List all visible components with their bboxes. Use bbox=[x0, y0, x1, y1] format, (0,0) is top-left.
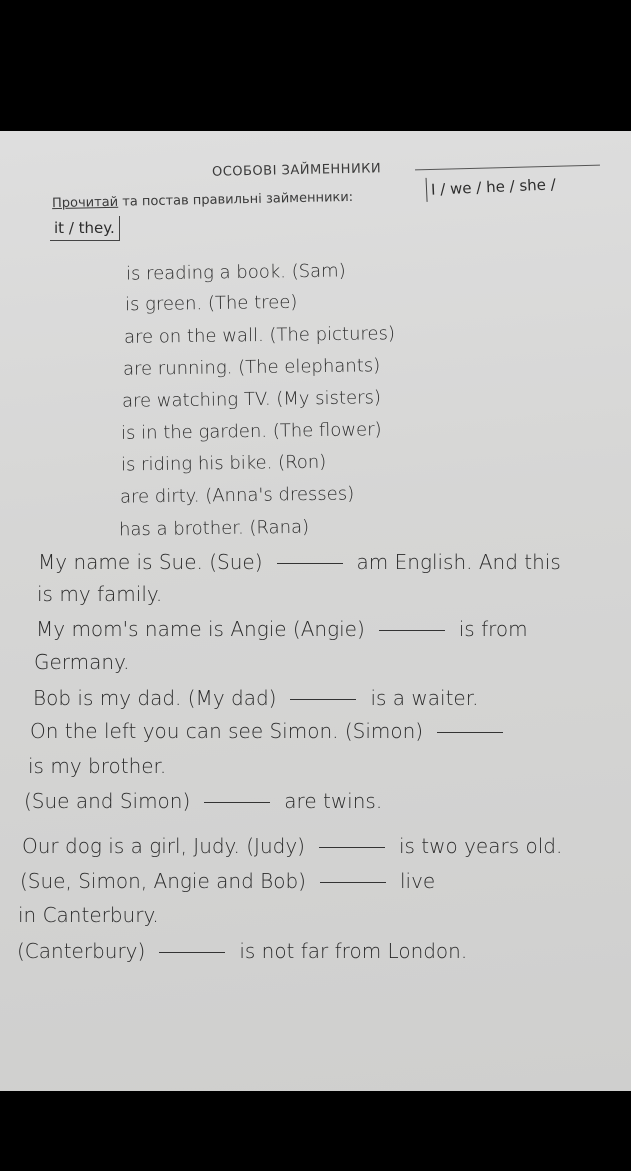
pronoun-list-2: it / they. bbox=[50, 216, 120, 241]
exercise1-line: has a brother. (Rana) bbox=[118, 516, 310, 541]
answer-blank[interactable] bbox=[204, 802, 270, 803]
instruction-underlined: Прочитай bbox=[51, 194, 119, 212]
title-underline bbox=[415, 165, 600, 171]
exercise1-line: are watching TV. (My sisters) bbox=[121, 387, 382, 412]
sentence-part: is two years old. bbox=[398, 834, 563, 858]
answer-blank[interactable] bbox=[379, 630, 445, 631]
answer-blank[interactable] bbox=[159, 952, 225, 953]
sentence-part: Our dog is a girl, Judy. (Judy) bbox=[22, 834, 305, 858]
exercise2-line bbox=[36, 617, 528, 641]
sentence-part: is from bbox=[458, 617, 528, 641]
answer-blank[interactable] bbox=[277, 563, 343, 564]
exercise2-line bbox=[33, 686, 478, 710]
answer-blank[interactable] bbox=[437, 732, 503, 733]
page-title: ОСОБОВІ ЗАЙМЕННИКИ bbox=[211, 161, 382, 180]
answer-blank[interactable] bbox=[290, 699, 356, 700]
sentence-part: am English. And this bbox=[356, 550, 561, 574]
instruction-text: та постав правильні займенники: bbox=[117, 189, 354, 210]
exercise2-line bbox=[17, 939, 467, 963]
exercise2-line bbox=[22, 834, 562, 858]
exercise1-line: are running. (The elephants) bbox=[122, 355, 381, 380]
sentence-part: (Canterbury) bbox=[17, 939, 146, 963]
exercise2-line bbox=[24, 789, 382, 813]
sentence-part: is a waiter. bbox=[370, 686, 479, 710]
exercise1-line: is green. (The tree) bbox=[124, 291, 298, 316]
exercise2-line: is my brother. bbox=[28, 754, 167, 778]
sentence-part: is not far from London. bbox=[239, 939, 468, 963]
exercise1-line: are on the wall. (The pictures) bbox=[123, 323, 396, 348]
exercise2-line bbox=[38, 550, 561, 574]
sentence-part: Bob is my dad. (My dad) bbox=[33, 686, 277, 710]
answer-blank[interactable] bbox=[320, 882, 386, 883]
exercise2-line: in Canterbury. bbox=[18, 903, 159, 927]
exercise1-line: is riding his bike. (Ron) bbox=[120, 451, 327, 476]
exercise2-line: is my family. bbox=[37, 582, 163, 606]
sentence-part: (Sue, Simon, Angie and Bob) bbox=[20, 869, 306, 893]
worksheet-page bbox=[0, 131, 631, 1091]
sentence-part: My mom's name is Angie (Angie) bbox=[36, 617, 365, 641]
exercise2-line bbox=[20, 869, 435, 893]
exercise2-line: Germany. bbox=[34, 650, 130, 674]
pronoun-list-1: I / we / he / she / bbox=[426, 172, 561, 202]
sentence-part: On the left you can see Simon. (Simon) bbox=[30, 719, 424, 743]
sentence-part: live bbox=[399, 869, 436, 893]
sentence-part: My name is Sue. (Sue) bbox=[38, 550, 263, 574]
exercise1-line: is in the garden. (The flower) bbox=[120, 419, 382, 444]
exercise1-line: are dirty. (Anna's dresses) bbox=[119, 483, 355, 508]
sentence-part: (Sue and Simon) bbox=[24, 789, 191, 813]
sentence-part: are twins. bbox=[284, 789, 383, 813]
exercise1-line: is reading a book. (Sam) bbox=[125, 260, 346, 285]
exercise2-line bbox=[30, 719, 517, 743]
answer-blank[interactable] bbox=[319, 847, 385, 848]
instruction bbox=[52, 190, 353, 211]
